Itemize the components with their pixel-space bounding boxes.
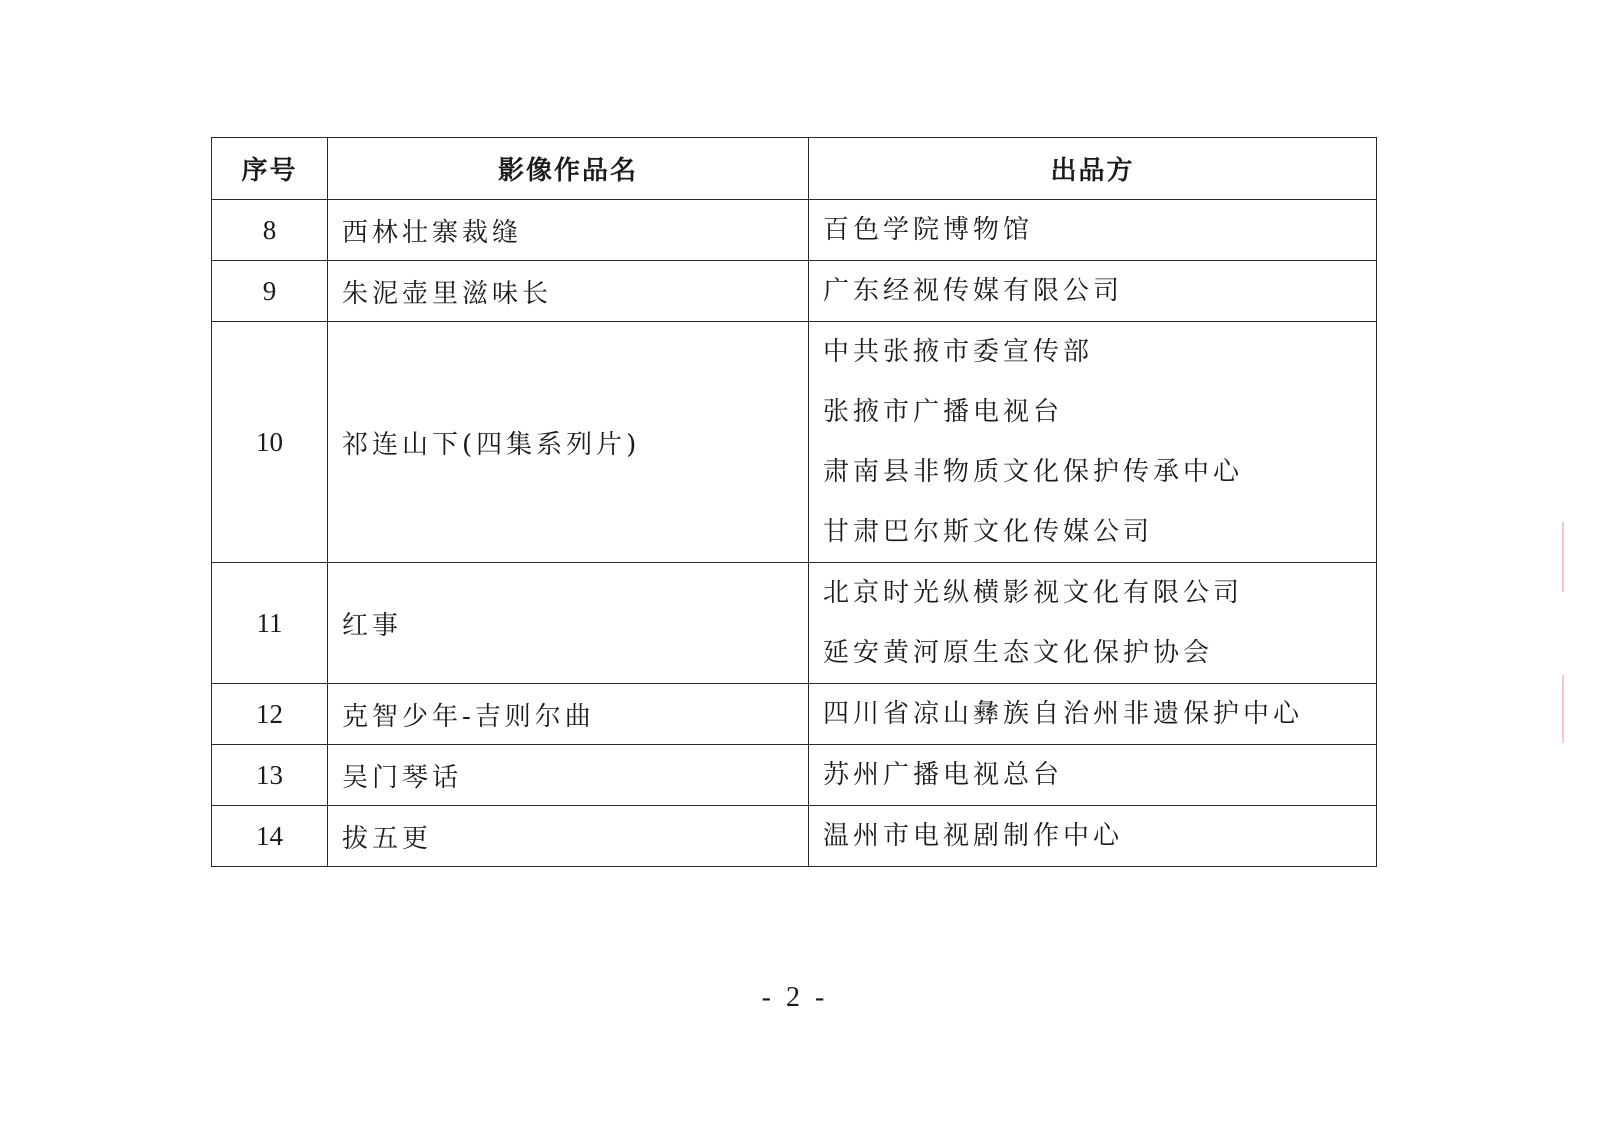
red-seal-fragment — [1562, 522, 1600, 592]
serial-number-cell: 13 — [212, 745, 328, 806]
producer-name: 延安黄河原生态文化保护协会 — [823, 638, 1214, 668]
table-row — [212, 745, 1377, 806]
producer-name: 苏州广播电视总台 — [823, 760, 1064, 790]
table-row — [212, 261, 1377, 322]
producer-name: 温州市电视剧制作中心 — [823, 821, 1124, 851]
work-title-cell: 祁连山下(四集系列片) — [328, 322, 809, 563]
producer-cell — [809, 806, 1377, 867]
producer-list — [823, 200, 1376, 260]
producer-name: 百色学院博物馆 — [823, 215, 1034, 245]
work-title-cell: 拔五更 — [328, 806, 809, 867]
work-title-cell: 朱泥壶里滋味长 — [328, 261, 809, 322]
serial-number-cell: 11 — [212, 563, 328, 684]
serial-number-cell: 14 — [212, 806, 328, 867]
producer-cell — [809, 684, 1377, 745]
work-title-cell: 西林壮寨裁缝 — [328, 200, 809, 261]
producer-list — [823, 261, 1376, 321]
header-producer: 出品方 — [809, 138, 1377, 200]
table-row — [212, 322, 1377, 563]
page-number: - 2 - — [761, 982, 829, 1013]
producer-name: 中共张掖市委宣传部 — [823, 337, 1094, 367]
producer-cell — [809, 261, 1377, 322]
producer-list — [823, 745, 1376, 805]
header-work-title: 影像作品名 — [328, 138, 809, 200]
producer-list — [823, 563, 1376, 683]
producer-name: 四川省凉山彝族自治州非遗保护中心 — [823, 699, 1304, 729]
producer-name: 甘肃巴尔斯文化传媒公司 — [823, 517, 1154, 547]
producer-list — [823, 806, 1376, 866]
works-table — [211, 137, 1377, 867]
producer-name: 广东经视传媒有限公司 — [823, 276, 1124, 306]
table-row — [212, 806, 1377, 867]
producer-cell — [809, 563, 1377, 684]
table-row — [212, 684, 1377, 745]
red-seal-fragment — [1562, 675, 1600, 743]
producer-name: 肃南县非物质文化保护传承中心 — [823, 457, 1244, 487]
producer-name: 北京时光纵横影视文化有限公司 — [823, 578, 1244, 608]
header-serial-number: 序号 — [212, 138, 328, 200]
producer-cell — [809, 745, 1377, 806]
producer-cell — [809, 322, 1377, 563]
work-title-cell: 克智少年-吉则尔曲 — [328, 684, 809, 745]
work-title-cell: 吴门琴话 — [328, 745, 809, 806]
serial-number-cell: 8 — [212, 200, 328, 261]
producer-list — [823, 322, 1376, 562]
table-row — [212, 563, 1377, 684]
serial-number-cell: 9 — [212, 261, 328, 322]
serial-number-cell: 10 — [212, 322, 328, 563]
table-row — [212, 200, 1377, 261]
producer-list — [823, 684, 1376, 744]
producer-cell — [809, 200, 1377, 261]
work-title-cell: 红事 — [328, 563, 809, 684]
serial-number-cell: 12 — [212, 684, 328, 745]
producer-name: 张掖市广播电视台 — [823, 397, 1064, 427]
table-header-row — [212, 138, 1377, 200]
